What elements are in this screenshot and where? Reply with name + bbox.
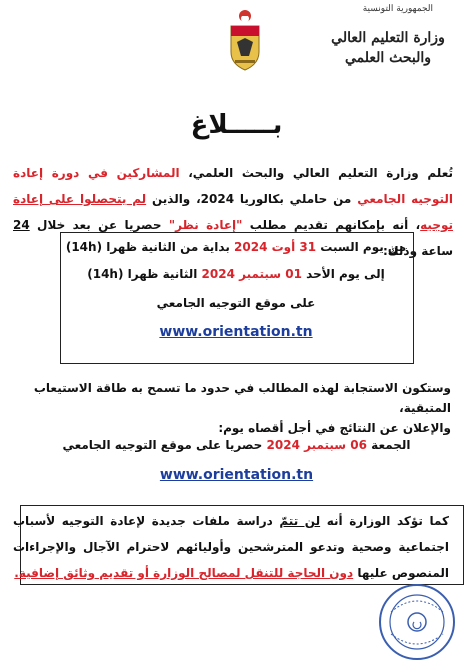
response-line-1: وستكون الاستجابة لهذه المطالب في حدود ما تسمح به طاقة الاستيعاب المتبقية، — [33, 381, 451, 415]
notice-highlight: دون الحاجة للتنقل لمصالح الوزارة أو تقديم وثائق إضافية. — [14, 566, 354, 580]
notice-text-1: كما تؤكد الوزارة أنه — [320, 514, 450, 528]
page-title: بـــــلاغ — [190, 110, 283, 140]
results-date-line — [0, 438, 473, 452]
orientation-link-1[interactable] — [60, 324, 412, 340]
intro-text-3: ، أنه بإمكانهم تقديم مطلب — [242, 218, 421, 232]
intro-text-1: تُعلم وزارة التعليم العالي والبحث العلمي، — [179, 166, 453, 180]
intro-hours: 24 — [13, 218, 30, 232]
date-start-prefix: من يوم السبت — [316, 240, 407, 254]
intro-highlight-2: لم يتحصلوا على إعادة توجيه — [13, 192, 454, 232]
ministry-name — [323, 28, 453, 68]
tunisia-emblem-icon — [227, 8, 263, 72]
ministry-line-1: وزارة التعليم العالي — [331, 30, 445, 46]
results-prefix: الجمعة — [367, 438, 411, 452]
date-start-suffix: بداية من الثانية ظهرا (14h) — [65, 240, 235, 254]
response-line-2: والإعلان عن النتائج في أجل أقصاه يوم: — [218, 421, 451, 435]
results-suffix: حصريا على موقع التوجيه الجامعي — [62, 438, 267, 452]
intro-text-4: حصريا عن بعد خلال — [29, 218, 169, 232]
ministry-line-2: والبحث العلمي — [344, 50, 432, 66]
notice-text-2: دراسة ملفات جديدة لإعادة التوجيه لأسباب اجتماعية وصحية وتدعو المترشحين وأوليائهم لاحترام الآجال والإجراءات المنصوص عليها — [13, 514, 449, 580]
date-start-line — [60, 240, 412, 254]
date-end-suffix: الثانية ظهرا (14h) — [87, 267, 202, 281]
orientation-url-2[interactable]: www.orientation.tn — [159, 467, 314, 483]
orientation-url-1[interactable]: www.orientation.tn — [159, 324, 313, 340]
republic-label: الجمهورية التونسية — [362, 4, 433, 14]
intro-text-5: ساعة وذلك: — [382, 244, 453, 258]
date-end-line — [60, 267, 412, 281]
date-end-prefix: إلى يوم الأحد — [302, 267, 385, 281]
notice-paragraph — [13, 508, 449, 586]
ministry-seal-icon — [377, 582, 457, 662]
intro-highlight-3: "إعادة نظر" — [168, 218, 243, 232]
site-label: على موقع التوجيه الجامعي — [156, 296, 316, 310]
results-date: 06 سبتمبر 2024 — [266, 438, 367, 452]
notice-emphasis: لن تتمّ — [279, 514, 321, 528]
intro-highlight-1: المشاركين في دورة إعادة التوجيه الجامعي — [13, 166, 453, 206]
date-end-value: 01 سبتمبر 2024 — [201, 267, 302, 281]
intro-text-2: من حاملي بكالوريا 2024، والذين — [146, 192, 358, 206]
response-paragraph — [11, 378, 451, 438]
orientation-link-2[interactable] — [0, 464, 473, 483]
date-start-value: 31 أوت 2024 — [234, 240, 317, 254]
